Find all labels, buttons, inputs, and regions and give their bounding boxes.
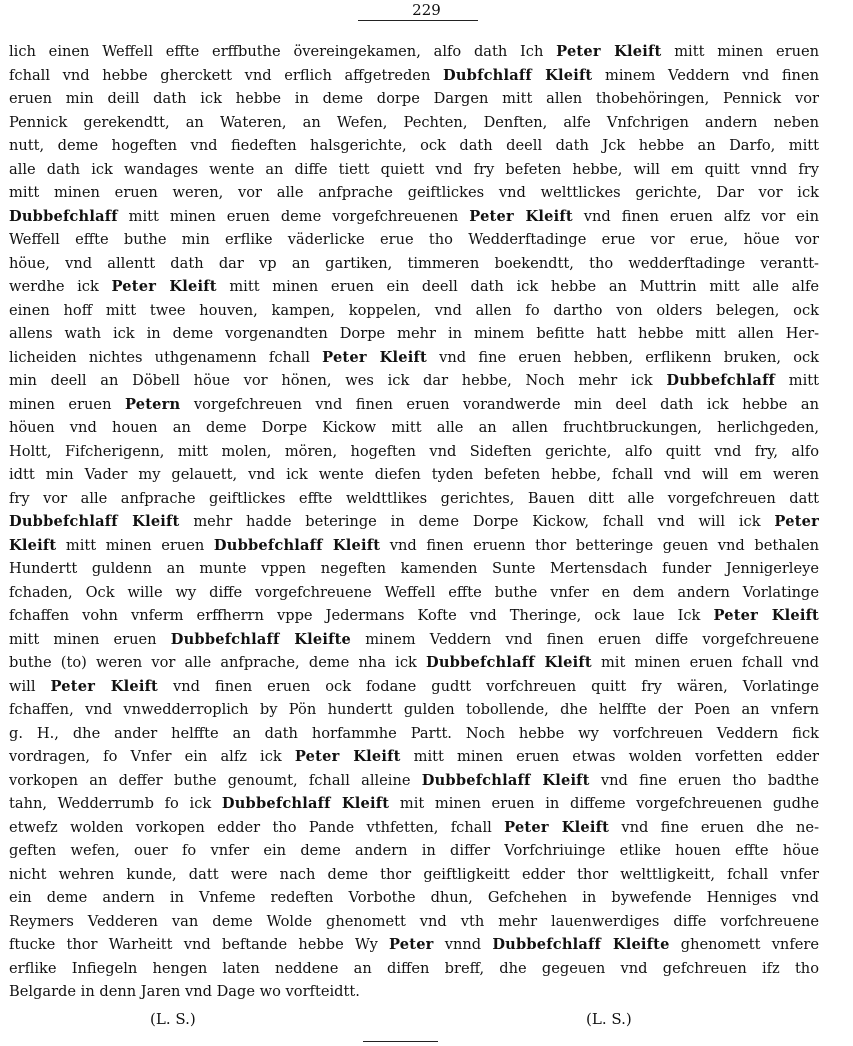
name-bold: Dubbefchlaff Kleifte xyxy=(492,936,670,953)
footer-rule xyxy=(363,1041,438,1042)
line-text: vordragen, fo Vnfer ein alfz ick xyxy=(9,748,295,765)
line-text: mit minen eruen in diffeme vorgefchreuenen gudhe xyxy=(389,795,820,812)
line-text: ftucke thor Warheitt vnd beftande hebbe Wy xyxy=(9,936,389,953)
line-text: geften wefen, ouer fo vnfer ein deme andern in differ Vorfchriuinge etlike houen effte höue xyxy=(9,842,819,859)
line-text: Belgarde in denn Jaren vnd Dage wo vorfteidtt. xyxy=(9,983,360,1000)
seals-row xyxy=(0,1010,853,1032)
text-line xyxy=(9,722,819,746)
line-text: mitt minen eruen ein deell dath ick hebbe an Muttrin mitt alle alfe xyxy=(216,278,820,295)
line-text: ghenomett vnfere xyxy=(669,936,819,953)
line-text: mitt xyxy=(775,372,820,389)
name-bold: Dubbefchlaff Kleifte xyxy=(170,630,352,648)
text-line xyxy=(9,816,819,840)
name-bold: Dubbefchlaff Kleift xyxy=(221,795,390,812)
line-text: idtt min Vader my gelauett, vnd ick wente diefen tyden befeten hebbe, fchall vnd will em weren xyxy=(9,466,819,483)
text-line xyxy=(9,863,819,887)
text-line xyxy=(9,886,819,910)
line-text: will xyxy=(9,677,51,695)
text-line xyxy=(9,675,819,699)
line-text: vnd finen eruen ock fodane gudtt vorfchreuen quitt fry wären, Vorlatinge xyxy=(158,677,820,695)
text-line xyxy=(9,87,819,111)
line-text: Holtt, Fifcherigenn, mitt molen, mören, hogeften vnd Sideften gerichte, alfo quitt vnd fry, alfo xyxy=(9,442,819,460)
line-text: einen hoff mitt twee houven, kampen, koppelen, vnd allen fo dartho von olders belegen, ock xyxy=(9,301,819,319)
line-text: mit minen eruen fchall vnd xyxy=(591,654,819,671)
line-text: lich einen Weffell effte erffbuthe övereingekamen, alfo dath Ich xyxy=(9,43,557,60)
line-text: mitt minen eruen xyxy=(56,536,214,554)
line-text: Weffell effte buthe min erflike väderlicke erue tho Wedderftadinge erue vor erue, höue vor xyxy=(9,231,819,248)
text-line xyxy=(9,792,819,816)
text-line xyxy=(9,181,819,205)
line-text: fchaden, Ock wille wy diffe vorgefchreuene Weffell effte buthe vnfer en dem andern Vorlatinge xyxy=(9,583,819,601)
text-line xyxy=(9,228,819,252)
seal-right: (L. S.) xyxy=(586,1010,632,1028)
line-text: nutt, deme hogeften vnd fiedeften halsgerichte, ock dath deell dath Jck hebbe an Darfo, mitt xyxy=(9,137,819,154)
text-line xyxy=(9,534,819,558)
text-line xyxy=(9,604,819,628)
name-bold: Dubbefchlaff xyxy=(9,207,118,225)
text-line xyxy=(9,839,819,863)
text-line xyxy=(9,510,819,534)
line-text: mitt minen eruen xyxy=(9,630,171,648)
text-line xyxy=(9,581,819,605)
line-text: minem Veddern vnd finen eruen diffe vorgefchreuene xyxy=(351,630,819,648)
text-line xyxy=(9,64,819,88)
text-line xyxy=(9,980,819,1004)
line-text: Pennick gerekendtt, an Wateren, an Wefen, Pechten, Denften, alfe Vnfchrigen andern neben xyxy=(9,113,819,131)
name-bold: Dubbefchlaff Kleift xyxy=(9,513,180,530)
text-line xyxy=(9,487,819,511)
name-bold: Peter Kleift xyxy=(469,207,573,225)
line-text: nicht wehren kunde, datt were nach deme thor geiftligkeitt edder thor welttligkeitt, fchall vnfer xyxy=(9,865,819,883)
text-line xyxy=(9,393,819,417)
text-line xyxy=(9,275,819,299)
name-bold: Dubbefchlaff Kleift xyxy=(426,654,592,671)
name-bold: Kleift xyxy=(9,536,57,554)
line-text: vnd finen eruen alfz vor ein xyxy=(572,207,819,225)
line-text: Hundertt guldenn an munte vppen negeften kamenden Sunte Mertensdach funder Jennigerleye xyxy=(9,560,819,577)
line-text: ein deme andern in Vnfeme redeften Vorbothe dhun, Gefchehen in bywefende Henniges vnd xyxy=(9,889,819,906)
line-text: mehr hadde beteringe in deme Dorpe Kickow, fchall vnd will ick xyxy=(179,513,775,530)
name-bold: Peter Kleift xyxy=(111,278,217,295)
line-text: fry vor alle anfprache geiftlickes effte weldttlikes gerichtes, Bauen ditt alle vorgefchreuen datt xyxy=(9,489,819,507)
name-bold: Peter Kleift xyxy=(50,677,159,695)
line-text: buthe (to) weren vor alle anfprache, deme nha ick xyxy=(9,654,427,671)
line-text: tahn, Wedderrumb fo ick xyxy=(9,795,222,812)
line-text: eruen min deill dath ick hebbe in deme dorpe Dargen mitt allen thobehöringen, Pennick vor xyxy=(9,90,819,107)
text-line xyxy=(9,957,819,981)
name-bold: Peter Kleift xyxy=(504,818,610,836)
name-bold: Peter Kleift xyxy=(556,43,662,60)
line-text: alle dath ick wandages wente an diffe tiett quiett vnd fry befeten hebbe, will em quitt vnnd fry xyxy=(9,160,819,178)
name-bold: Petern xyxy=(124,395,181,413)
text-line xyxy=(9,416,819,440)
name-bold: Peter xyxy=(388,936,434,953)
line-text: vorgefchreuen vnd finen eruen vorandwerde min deel dath ick hebbe an xyxy=(180,395,820,413)
line-text: höuen vnd houen an deme Dorpe Kickow mitt alle an allen fruchtbruckungen, herlichgeden, xyxy=(9,419,819,436)
line-text: licheiden nichtes uthgenamenn fchall xyxy=(9,348,323,366)
line-text: Reymers Vedderen van deme Wolde ghenomett vnd vth mehr lauenwerdiges diffe vorfchreuene xyxy=(9,912,819,930)
line-text: mitt minen eruen weren, vor alle anfprache geiftlickes vnd welttlickes gerichte, Dar vor ick xyxy=(9,184,819,201)
line-text: erflike Infiegeln hengen laten neddene an diffen breff, dhe gegeuen vnd gefchreuen ifz tho xyxy=(9,959,819,977)
line-text: g. H., dhe ander helffte an dath horfammhe Partt. Noch hebbe wy vorfchreuen Veddern fick xyxy=(9,724,819,742)
line-text: fchaffen, vnd vnwedderroplich by Pön hundertt gulden tobollende, dhe helffte der Poen an vnfern xyxy=(9,701,819,718)
line-text: werdhe ick xyxy=(9,278,112,295)
text-line xyxy=(9,628,819,652)
text-line xyxy=(9,205,819,229)
line-text: minen eruen xyxy=(9,395,125,413)
text-line xyxy=(9,40,819,64)
text-line xyxy=(9,369,819,393)
header-rule xyxy=(358,20,478,21)
name-bold: Peter xyxy=(774,513,820,530)
text-line xyxy=(9,745,819,769)
text-line xyxy=(9,769,819,793)
text-line xyxy=(9,158,819,182)
line-text: vorkopen an deffer buthe genoumt, fchall alleine xyxy=(9,771,422,789)
text-line xyxy=(9,651,819,675)
text-line xyxy=(9,910,819,934)
line-text: mitt minen eruen xyxy=(661,43,819,60)
text-line xyxy=(9,933,819,957)
text-line xyxy=(9,134,819,158)
name-bold: Dubbefchlaff xyxy=(666,372,776,389)
line-text: höue, vnd allentt dath dar vp an gartiken, timmeren boekendtt, tho wedderftadinge verantt- xyxy=(9,254,819,272)
line-text: mitt minen eruen etwas wolden vorfetten edder xyxy=(400,748,819,765)
text-line xyxy=(9,557,819,581)
text-line xyxy=(9,463,819,487)
line-text: mitt minen eruen deme vorgefchreuenen xyxy=(117,207,470,225)
name-bold: Dubbefchlaff Kleift xyxy=(213,536,381,554)
line-text: minem Veddern vnd finen xyxy=(592,66,819,84)
text-line xyxy=(9,346,819,370)
line-text: fchaffen vohn vnferm erffherrn vppe Jedermans Kofte vnd Theringe, ock laue Ick xyxy=(9,607,714,624)
line-text: vnd fine eruen dhe ne- xyxy=(609,818,819,836)
page-number: 229 xyxy=(412,1,441,19)
line-text: vnnd xyxy=(433,936,493,953)
document-body xyxy=(9,40,819,1004)
text-line xyxy=(9,111,819,135)
name-bold: Peter Kleift xyxy=(294,748,401,765)
text-line xyxy=(9,299,819,323)
text-line xyxy=(9,698,819,722)
seal-left: (L. S.) xyxy=(150,1010,196,1028)
line-text: etwefz wolden vorkopen edder tho Pande vthfetten, fchall xyxy=(9,818,505,836)
line-text: allens wath ick in deme vorgenandten Dorpe mehr in minem befitte hatt hebbe mitt allen Her- xyxy=(9,325,819,342)
line-text: vnd fine eruen tho badthe xyxy=(589,771,819,789)
line-text: min deell an Döbell höue vor hönen, wes ick dar hebbe, Noch mehr ick xyxy=(9,372,667,389)
text-line xyxy=(9,322,819,346)
name-bold: Dubbefchlaff Kleift xyxy=(421,771,590,789)
line-text: fchall vnd hebbe gherckett vnd erflich affgetreden xyxy=(9,66,444,84)
name-bold: Peter Kleift xyxy=(322,348,427,366)
name-bold: Dubfchlaff Kleift xyxy=(443,66,593,84)
text-line xyxy=(9,440,819,464)
line-text: vnd fine eruen hebben, erflikenn bruken, ock xyxy=(426,348,820,366)
line-text: vnd finen eruenn thor betteringe geuen vnd bethalen xyxy=(380,536,819,554)
text-line xyxy=(9,252,819,276)
name-bold: Peter Kleift xyxy=(713,607,819,624)
